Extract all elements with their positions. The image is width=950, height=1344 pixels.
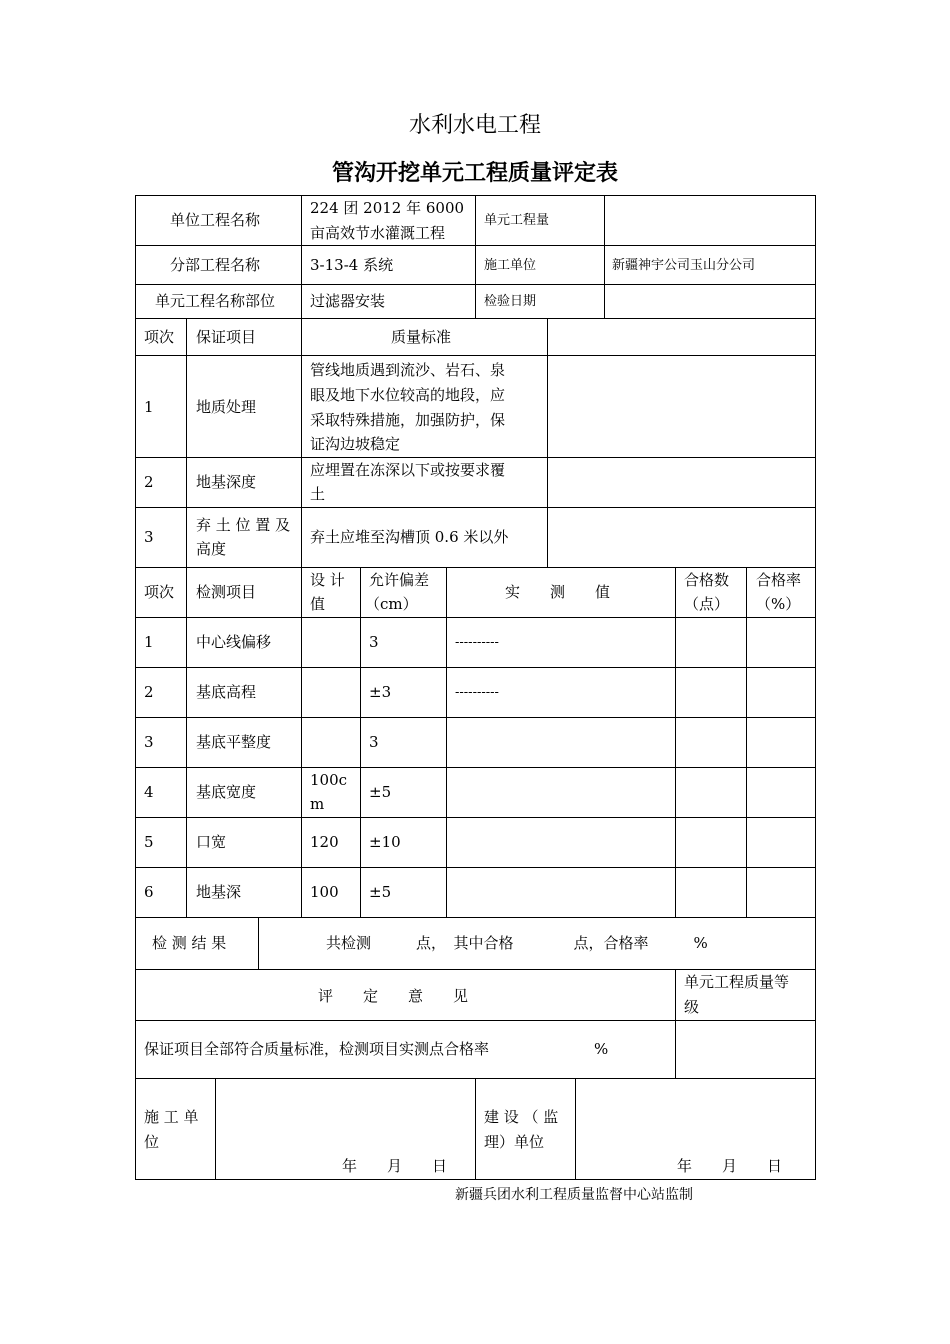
guarantee-row-item: 弃 土 位 置 及 bbox=[196, 516, 291, 534]
result-label: 检 测 结 果 bbox=[152, 934, 227, 952]
col-divider bbox=[675, 567, 676, 917]
element-name-value: 过滤器安装 bbox=[310, 292, 386, 310]
measure-row-tolerance: ±5 bbox=[369, 883, 392, 901]
guarantee-row-standard: 眼及地下水位较高的地段，应 bbox=[310, 386, 506, 404]
measure-row-tolerance: 3 bbox=[369, 633, 379, 651]
unit-project-label: 单位工程名称 bbox=[170, 211, 261, 229]
col-divider bbox=[301, 567, 302, 917]
measure-row-item: 中心线偏移 bbox=[196, 633, 272, 651]
guarantee-row-item: 地质处理 bbox=[196, 398, 257, 416]
measure-row-tolerance: ±10 bbox=[369, 833, 401, 851]
measure-row-design: 100 bbox=[310, 883, 339, 901]
measure-row-index: 2 bbox=[144, 683, 154, 701]
sub-project-value: 3-13-4 系统 bbox=[310, 256, 394, 274]
measured-values-header: 实 测 值 bbox=[505, 583, 611, 601]
guarantee-standard-header: 质量标准 bbox=[391, 328, 452, 346]
measure-index-header: 项次 bbox=[144, 583, 175, 601]
guarantee-row-index: 3 bbox=[144, 528, 154, 546]
col-divider bbox=[360, 567, 361, 917]
row-divider bbox=[135, 817, 816, 818]
measure-row-design: 120 bbox=[310, 833, 339, 851]
guarantee-row-index: 1 bbox=[144, 398, 154, 416]
measure-row-item: 基底宽度 bbox=[196, 783, 257, 801]
pass-rate-header: （%） bbox=[756, 595, 801, 613]
design-value-header: 设 计 bbox=[310, 571, 345, 589]
construction-sign-date: 年 月 日 bbox=[342, 1157, 448, 1175]
measure-row-index: 4 bbox=[144, 783, 154, 801]
pass-rate-header: 合格率 bbox=[756, 571, 802, 589]
element-quantity-label: 单元工程量 bbox=[484, 213, 550, 228]
col-divider bbox=[475, 195, 476, 318]
row-divider bbox=[135, 507, 816, 508]
result-text: 共检测 点， 其中合格 点，合格率 % bbox=[326, 934, 708, 952]
footer-issuer: 新疆兵团水利工程质量监督中心站监制 bbox=[455, 1187, 693, 1203]
supervisor-sign-label: 建 设 （ 监 bbox=[484, 1108, 559, 1126]
guarantee-row-standard: 土 bbox=[310, 485, 326, 503]
row-divider bbox=[135, 318, 816, 319]
guarantee-row-standard: 应埋置在冻深以下或按要求覆 bbox=[310, 461, 506, 479]
tolerance-header: （cm） bbox=[365, 595, 418, 613]
row-divider bbox=[135, 617, 816, 618]
guarantee-row-item: 地基深度 bbox=[196, 473, 257, 491]
tolerance-header: 允许偏差 bbox=[369, 571, 430, 589]
supervisor-sign-label: 理）单位 bbox=[484, 1133, 545, 1151]
col-divider bbox=[446, 567, 447, 917]
col-divider bbox=[301, 318, 302, 567]
row-divider bbox=[135, 1020, 816, 1021]
row-divider bbox=[135, 767, 816, 768]
table-border-left bbox=[135, 195, 136, 1180]
unit-project-value-line1: 224 团 2012 年 6000 bbox=[310, 199, 465, 217]
row-divider bbox=[135, 717, 816, 718]
col-divider bbox=[215, 1078, 216, 1179]
measure-row-item: 口宽 bbox=[196, 833, 227, 851]
measure-row-tolerance: 3 bbox=[369, 733, 379, 751]
guarantee-row-item: 高度 bbox=[196, 540, 227, 558]
construction-sign-label: 位 bbox=[144, 1133, 160, 1151]
guarantee-row-standard: 证沟边坡稳定 bbox=[310, 435, 401, 453]
row-divider bbox=[135, 667, 816, 668]
table-border-right bbox=[815, 195, 816, 1180]
col-divider bbox=[547, 318, 548, 567]
sub-project-label: 分部工程名称 bbox=[170, 256, 261, 274]
guarantee-index-header: 项次 bbox=[144, 328, 175, 346]
construction-unit-value: 新疆神宇公司玉山分公司 bbox=[612, 258, 756, 273]
col-divider bbox=[186, 318, 187, 567]
col-divider bbox=[575, 1078, 576, 1179]
measure-item-header: 检测项目 bbox=[196, 583, 257, 601]
measure-row-design: 100c bbox=[310, 771, 348, 789]
guarantee-row-standard: 管线地质遇到流沙、岩石、泉 bbox=[310, 361, 506, 379]
document-title: 管沟开挖单元工程质量评定表 bbox=[331, 161, 618, 186]
measure-row-index: 1 bbox=[144, 633, 154, 651]
measure-row-measured: ---------- bbox=[455, 635, 499, 650]
table-border-bottom bbox=[135, 1179, 816, 1180]
measure-row-item: 基底高程 bbox=[196, 683, 257, 701]
measure-row-design: m bbox=[310, 795, 325, 813]
measure-row-item: 基底平整度 bbox=[196, 733, 272, 751]
measure-row-index: 3 bbox=[144, 733, 154, 751]
guarantee-row-standard: 弃土应堆至沟槽顶 0.6 米以外 bbox=[310, 528, 509, 546]
col-divider bbox=[258, 917, 259, 969]
measure-row-measured: ---------- bbox=[455, 685, 499, 700]
measure-row-tolerance: ±5 bbox=[369, 783, 392, 801]
grade-label: 级 bbox=[684, 998, 700, 1016]
measure-row-index: 5 bbox=[144, 833, 154, 851]
measure-row-tolerance: ±3 bbox=[369, 683, 392, 701]
col-divider bbox=[475, 1078, 476, 1179]
col-divider bbox=[746, 567, 747, 917]
inspection-date-label: 检验日期 bbox=[484, 294, 537, 309]
row-divider bbox=[135, 917, 816, 918]
row-divider bbox=[135, 867, 816, 868]
guarantee-row-standard: 采取特殊措施，加强防护，保 bbox=[310, 411, 506, 429]
supervisor-sign-date: 年 月 日 bbox=[677, 1157, 783, 1175]
measure-row-index: 6 bbox=[144, 883, 154, 901]
guarantee-row-index: 2 bbox=[144, 473, 154, 491]
unit-project-value-line2: 亩高效节水灌溉工程 bbox=[310, 224, 446, 242]
document-subtitle: 水利水电工程 bbox=[408, 113, 541, 138]
design-value-header: 值 bbox=[310, 595, 326, 613]
pass-count-header: 合格数 bbox=[684, 571, 730, 589]
construction-sign-label: 施 工 单 bbox=[144, 1108, 199, 1126]
opinion-text: 保证项目全部符合质量标准，检测项目实测点合格率 % bbox=[144, 1040, 609, 1058]
col-divider bbox=[675, 969, 676, 1078]
opinion-label: 评 定 意 见 bbox=[318, 987, 469, 1005]
measure-row-item: 地基深 bbox=[196, 883, 242, 901]
construction-unit-label: 施工单位 bbox=[484, 258, 537, 273]
col-divider bbox=[186, 567, 187, 917]
element-name-label: 单元工程名称部位 bbox=[155, 292, 276, 310]
grade-label: 单元工程质量等 bbox=[684, 973, 790, 991]
guarantee-item-header: 保证项目 bbox=[196, 328, 257, 346]
col-divider bbox=[301, 195, 302, 318]
row-divider bbox=[135, 355, 816, 356]
pass-count-header: （点） bbox=[684, 595, 730, 613]
col-divider bbox=[604, 195, 605, 318]
